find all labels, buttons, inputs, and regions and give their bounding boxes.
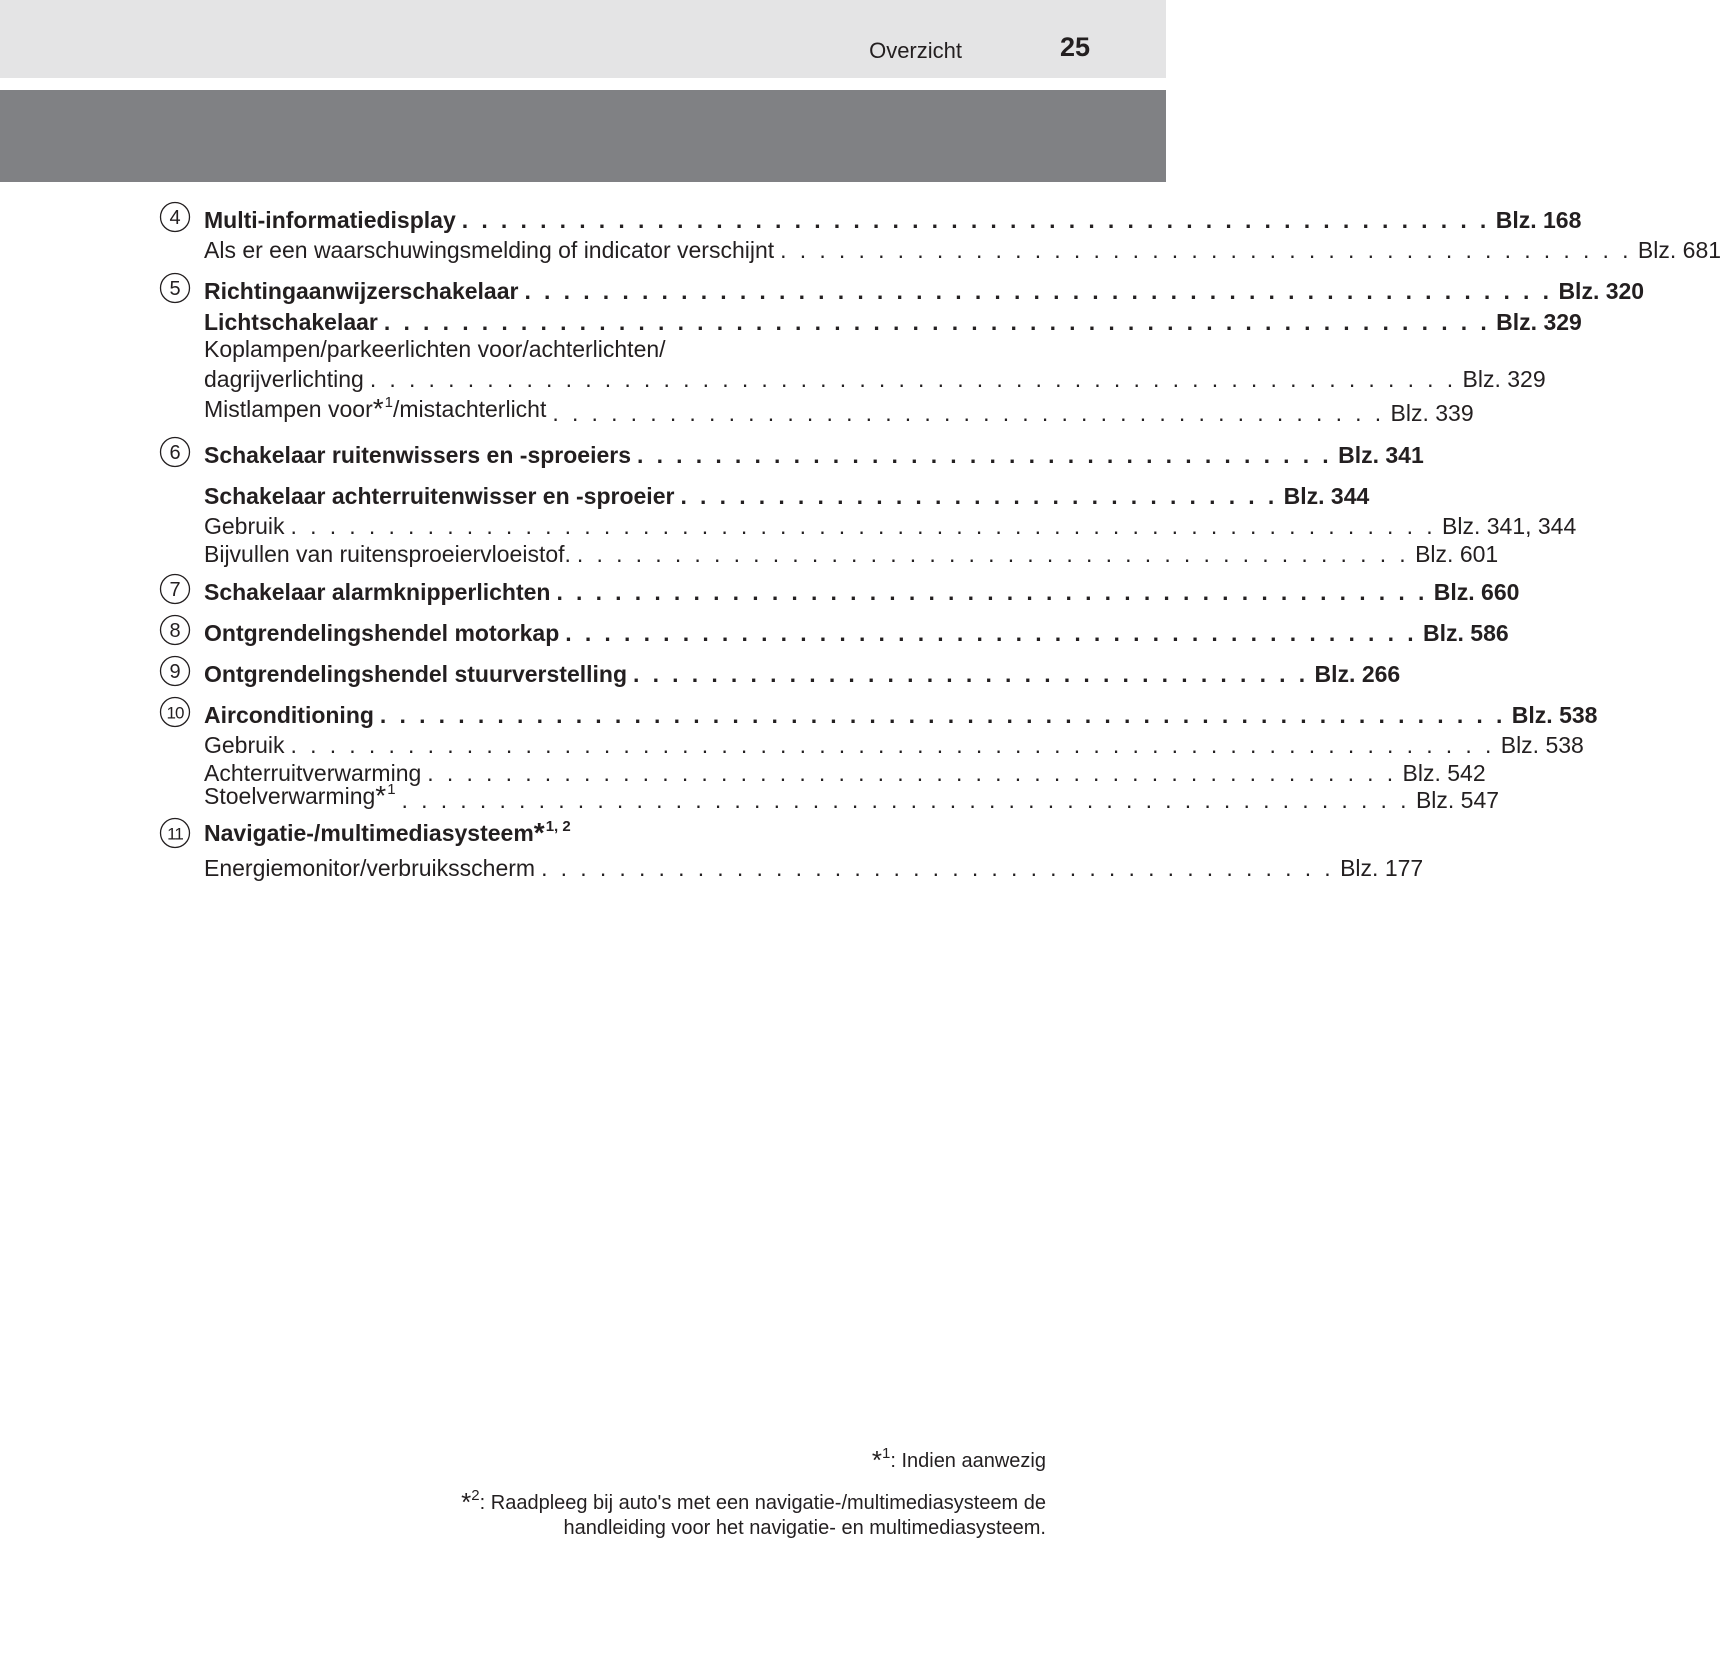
dot-leader: . . . . . . . . . . . . . . . . . . . . . . . . . . . . . . . . . . . . . . . . . . . . . . . . . .	[427, 760, 1397, 786]
footnote-text: : Raadpleeg bij auto's met een navigatie-/multimediasysteem de	[479, 1492, 1046, 1514]
entry-label: Navigatie-/multimediasysteem	[204, 820, 534, 846]
page-reference: Blz. 601	[1415, 541, 1499, 567]
dot-leader: . . . . . . . . . . . . . . . . . . . . . . . . . . . . . . . . . . . . . . . . . . . . . . . . . . . . . . . .	[369, 366, 1457, 392]
entry-label-suffix: /mistachterlicht	[392, 396, 547, 422]
page-reference: Blz. 341	[1338, 442, 1424, 468]
list-item[interactable]	[204, 203, 1582, 235]
entry-label: Mistlampen voor	[204, 396, 373, 422]
item-number-10	[159, 696, 191, 728]
entry-label: Richtingaanwijzerschakelaar	[204, 278, 519, 304]
list-item[interactable]	[204, 233, 1721, 265]
footnote-asterisk: *	[871, 1445, 882, 1475]
svg-text:6: 6	[169, 442, 181, 464]
page-reference: Blz. 177	[1340, 855, 1424, 881]
entry-label: Bijvullen van ruitensproeiervloeistof.	[204, 541, 571, 567]
entry-label: Schakelaar achterruitenwisser en -sproeier	[204, 483, 675, 509]
svg-text:4: 4	[169, 207, 181, 229]
page-reference: Blz. 329	[1496, 309, 1582, 335]
footnote-number: 1	[881, 1445, 891, 1462]
list-item[interactable]	[204, 305, 1582, 337]
svg-text:7: 7	[169, 579, 181, 601]
item-number-4	[159, 201, 191, 233]
footnote-asterisk: *	[372, 393, 384, 424]
header-divider	[0, 78, 1166, 90]
footnote-number: 1	[384, 394, 393, 411]
page-reference: Blz. 660	[1433, 579, 1520, 605]
footnote-number: 1	[387, 781, 396, 798]
dot-leader: . . . . . . . . . . . . . . . . . . . . . . . . . . . . . . . . . . . . . . . . . . . .	[565, 620, 1418, 646]
dot-leader: . . . . . . . . . . . . . . . . . . . . . . . . . . . . . . . . . . . . . . . . . . . . . . . . . . . . . . . . . . .	[290, 513, 1436, 539]
list-item[interactable]	[204, 657, 1401, 689]
page-reference: Blz. 329	[1462, 366, 1546, 392]
list-item[interactable]	[204, 362, 1546, 394]
dot-leader: . . . . . . . . . . . . . . . . . . . . . . . . . . . . . . . . . . . . . . . . . . .	[576, 541, 1410, 567]
page-reference: Blz. 344	[1283, 483, 1370, 509]
entry-label: Lichtschakelaar	[204, 309, 378, 335]
svg-text:8: 8	[169, 620, 181, 642]
entry-label: Schakelaar ruitenwissers en -sproeiers	[204, 442, 631, 468]
list-item[interactable]	[204, 780, 1500, 815]
footnote-asterisk: *	[533, 817, 545, 848]
list-item[interactable]	[204, 575, 1520, 607]
entry-label-line: Koplampen/parkeerlichten voor/achterlichten/	[204, 336, 666, 362]
list-item[interactable]	[204, 479, 1370, 511]
footnote-asterisk: *	[375, 780, 387, 811]
dot-leader: . . . . . . . . . . . . . . . . . . . . . . . . . . . . . . . . . . . . . . . . . . . . . . . . . . . . .	[461, 207, 1490, 233]
item-number-8	[159, 614, 191, 646]
entry-label: Gebruik	[204, 513, 285, 539]
dot-leader: . . . . . . . . . . . . . . . . . . . . . . . . . . . . . . . . . . . . . . . . . . . . . . . . . . . . .	[524, 278, 1553, 304]
footnote-number: 2	[471, 1487, 480, 1504]
list-item[interactable]	[204, 537, 1499, 569]
footnote-2-continuation: handleiding voor het navigatie- en multimediasysteem.	[563, 1517, 1046, 1539]
dot-leader: . . . . . . . . . . . . . . . . . . . . . . . . . . . . . . . . . . . .	[637, 442, 1333, 468]
list-item[interactable]	[204, 274, 1645, 306]
list-item[interactable]	[204, 698, 1598, 730]
page-reference: Blz. 681	[1637, 237, 1721, 263]
svg-text:10: 10	[166, 703, 184, 723]
page-reference: Blz. 266	[1314, 661, 1401, 687]
page-reference: Blz. 339	[1390, 400, 1474, 426]
dot-leader: . . . . . . . . . . . . . . . . . . . . . . . . . . . . . . . . . . . . . . . . . . . . . . . . . . . . . . . . . . . . . .	[290, 732, 1495, 758]
item-number-11	[159, 817, 191, 849]
page-reference: Blz. 538	[1511, 702, 1598, 728]
page-number: 25	[1059, 32, 1090, 62]
dot-leader: . . . . . . . . . . . . . . . . . . . . . . . . . . . . . . . . . . . . . . . . .	[541, 855, 1335, 881]
dot-leader: . . . . . . . . . . . . . . . . . . . . . . . . . . . . . . . . . . . . . . . . . . .	[552, 400, 1385, 426]
entry-label: Stoelverwarming	[204, 783, 376, 809]
dot-leader: . . . . . . . . . . . . . . . . . . . . . . . . . . . . . . . . . . . . . . . . . . . .	[780, 237, 1632, 263]
page-reference: Blz. 547	[1415, 787, 1500, 813]
entry-label: Gebruik	[204, 732, 285, 758]
section-title: Overzicht	[869, 38, 962, 63]
dot-leader: . . . . . . . . . . . . . . . . . . . . . . . . . . . . . . . . . . . . . . . . . . . . . . . . . . . . . . . . .	[383, 309, 1491, 335]
page-reference: Blz. 168	[1495, 207, 1582, 233]
svg-text:9: 9	[169, 661, 181, 683]
item-number-9	[159, 655, 191, 687]
entry-label: Als er een waarschuwingsmelding of indicator verschijnt	[204, 237, 775, 263]
list-item[interactable]	[204, 851, 1424, 883]
page-reference: Blz. 542	[1402, 760, 1486, 786]
page-reference: Blz. 341, 344	[1442, 513, 1577, 539]
item-number-7	[159, 573, 191, 605]
entry-label: Energiemonitor/verbruiksscherm	[204, 855, 536, 881]
entry-label: Ontgrendelingshendel motorkap	[204, 620, 560, 646]
footnote-text: : Indien aanwezig	[890, 1450, 1046, 1472]
list-item[interactable]	[204, 817, 998, 852]
list-item[interactable]	[204, 616, 1509, 648]
header-band	[0, 90, 1166, 182]
page-reference: Blz. 538	[1500, 732, 1584, 758]
header-bar	[0, 0, 1166, 78]
svg-text:5: 5	[169, 278, 181, 300]
dot-leader: . . . . . . . . . . . . . . . . . . . . . . . . . . . . . . . . . . . . . . . . . . . . . . . . . . . .	[401, 787, 1410, 813]
entry-label: Ontgrendelingshendel stuurverstelling	[204, 661, 628, 687]
footnote-number: 1, 2	[545, 818, 571, 835]
dot-leader: . . . . . . . . . . . . . . . . . . . . . . . . . . . . . . . . . . .	[633, 661, 1309, 687]
entry-label: Schakelaar alarmknipperlichten	[204, 579, 551, 605]
entry-label: dagrijverlichting	[204, 366, 364, 392]
svg-text:11: 11	[167, 824, 183, 844]
list-item[interactable]	[204, 438, 1424, 470]
footnote-asterisk: *	[461, 1487, 472, 1517]
list-item[interactable]	[204, 393, 1474, 428]
footnote-1	[872, 1444, 1046, 1477]
page-reference: Blz. 320	[1558, 278, 1645, 304]
dot-leader: . . . . . . . . . . . . . . . . . . . . . . . . . . . . . . .	[680, 483, 1278, 509]
entry-label: Achterruitverwarming	[204, 760, 422, 786]
item-number-6	[159, 436, 191, 468]
page-reference: Blz. 586	[1423, 620, 1509, 646]
dot-leader: . . . . . . . . . . . . . . . . . . . . . . . . . . . . . . . . . . . . . . . . . . . . .	[556, 579, 1428, 605]
entry-label: Multi-informatiedisplay	[204, 207, 456, 233]
dot-leader: . . . . . . . . . . . . . . . . . . . . . . . . . . . . . . . . . . . . . . . . . . . . . . . . . . . . . . . . . .	[379, 702, 1506, 728]
entry-label: Airconditioning	[204, 702, 374, 728]
item-number-5	[159, 272, 191, 304]
